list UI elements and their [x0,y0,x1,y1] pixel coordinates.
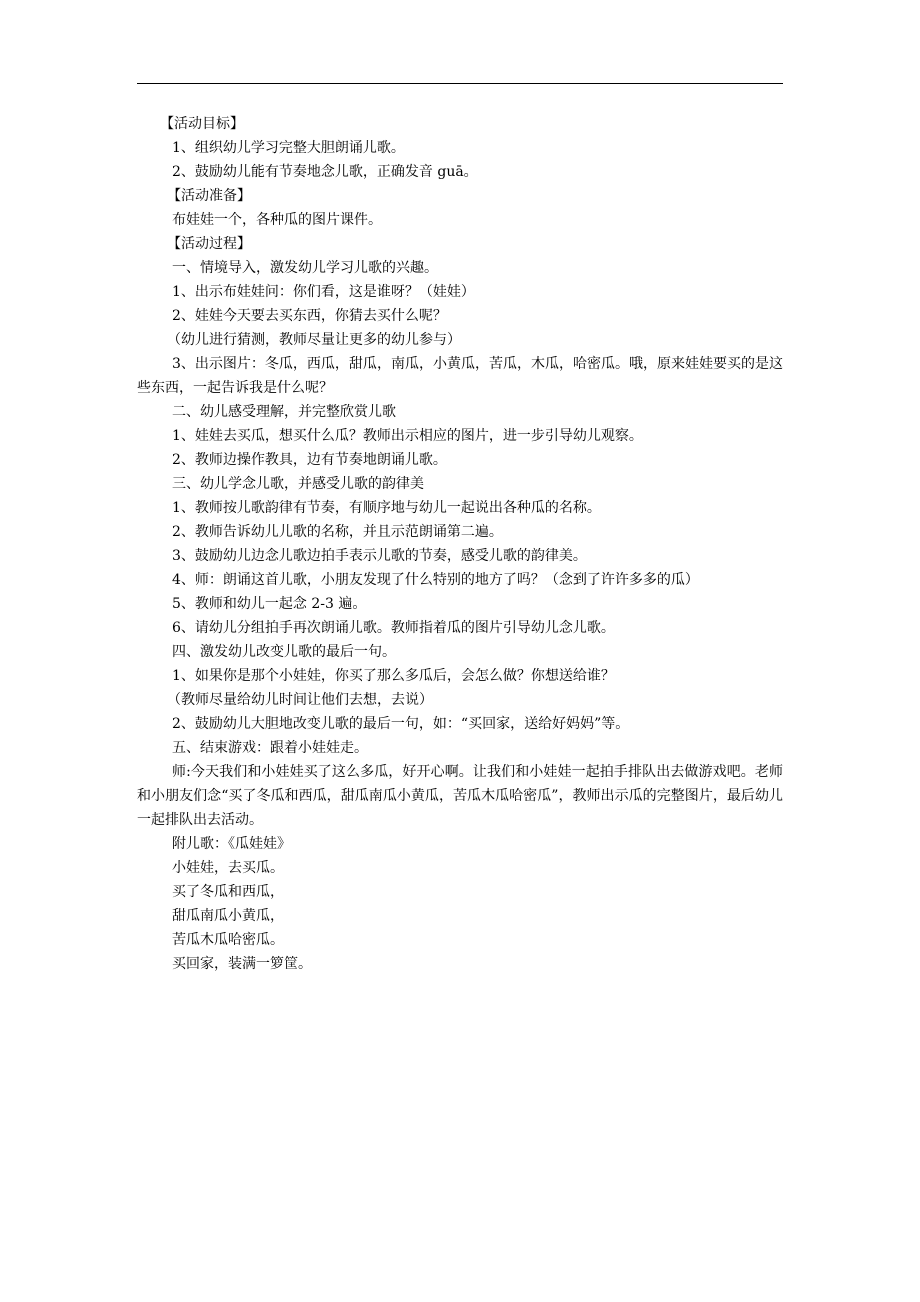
section-1-title: 一、情境导入，激发幼儿学习儿歌的兴趣。 [172,260,438,276]
heading-activity-process: 【活动过程】 [167,236,251,252]
section-3-item-2: 2、教师告诉幼儿儿歌的名称，并且示范朗诵第二遍。 [172,524,503,540]
goal-item-2: 2、鼓励幼儿能有节奏地念儿歌，正确发音 guā。 [172,164,478,180]
preparation-text: 布娃娃一个，各种瓜的图片课件。 [172,212,382,228]
section-1-item-2: 2、娃娃今天要去买东西，你猜去买什么呢？ [172,308,447,324]
section-4-item-2: 2、鼓励幼儿大胆地改变儿歌的最后一句，如：“买回家，送给好妈妈”等。 [172,716,630,732]
section-4-note: （教师尽量给幼儿时间让他们去想，去说） [167,692,433,708]
heading-activity-goals: 【活动目标】 [160,116,244,132]
song-line-3: 甜瓜南瓜小黄瓜， [172,908,284,924]
section-1-item-1: 1、出示布娃娃问：你们看，这是谁呀？（娃娃） [172,284,475,300]
header-rule [137,83,783,84]
section-3-title: 三、幼儿学念儿歌，并感受儿歌的韵律美 [172,476,424,492]
heading-activity-preparation: 【活动准备】 [167,188,251,204]
section-3-item-5: 5、教师和幼儿一起念 2-3 遍。 [172,596,367,612]
document-body [137,112,783,976]
song-title: 附儿歌：《瓜娃娃》 [172,836,291,852]
section-4-item-1: 1、如果你是那个小娃娃，你买了那么多瓜后，会怎么做？你想送给谁？ [172,668,615,684]
section-2-item-2: 2、教师边操作教具，边有节奏地朗诵儿歌。 [172,452,447,468]
song-line-2: 买了冬瓜和西瓜， [172,884,284,900]
section-2-item-1: 1、娃娃去买瓜，想买什么瓜？教师出示相应的图片，进一步引导幼儿观察。 [172,428,643,444]
section-2-title: 二、幼儿感受理解，并完整欣赏儿歌 [172,404,396,420]
song-line-1: 小娃娃，去买瓜。 [172,860,284,876]
section-4-title: 四、激发幼儿改变儿歌的最后一句。 [172,644,396,660]
section-3-item-3: 3、鼓励幼儿边念儿歌边拍手表示儿歌的节奏，感受儿歌的韵律美。 [172,548,587,564]
section-3-item-4: 4、师：朗诵这首儿歌，小朋友发现了什么特别的地方了吗？（念到了许许多多的瓜） [172,572,699,588]
section-3-item-1: 1、教师按儿歌韵律有节奏，有顺序地与幼儿一起说出各种瓜的名称。 [172,500,601,516]
section-5-title: 五、结束游戏：跟着小娃娃走。 [172,740,368,756]
section-1-item-3: 3、出示图片：冬瓜，西瓜，甜瓜，南瓜，小黄瓜，苦瓜，木瓜，哈密瓜。哦，原来娃娃要买的是这些东西，一起告诉我是什么呢？ [137,356,783,396]
song-line-4: 苦瓜木瓜哈密瓜。 [172,932,284,948]
song-line-5: 买回家，装满一箩筐。 [172,956,312,972]
section-3-item-6: 6、请幼儿分组拍手再次朗诵儿歌。教师指着瓜的图片引导幼儿念儿歌。 [172,620,615,636]
section-5-paragraph: 师:今天我们和小娃娃买了这么多瓜，好开心啊。让我们和小娃娃一起拍手排队出去做游戏吧。老师和小朋友们念“买了冬瓜和西瓜，甜瓜南瓜小黄瓜，苦瓜木瓜哈密瓜”，教师出示瓜的完整图片，最后幼儿一起排队出去活动。 [137,764,783,828]
goal-item-1: 1、组织幼儿学习完整大胆朗诵儿歌。 [172,140,405,156]
section-1-note: （幼儿进行猜测，教师尽量让更多的幼儿参与） [167,332,461,348]
